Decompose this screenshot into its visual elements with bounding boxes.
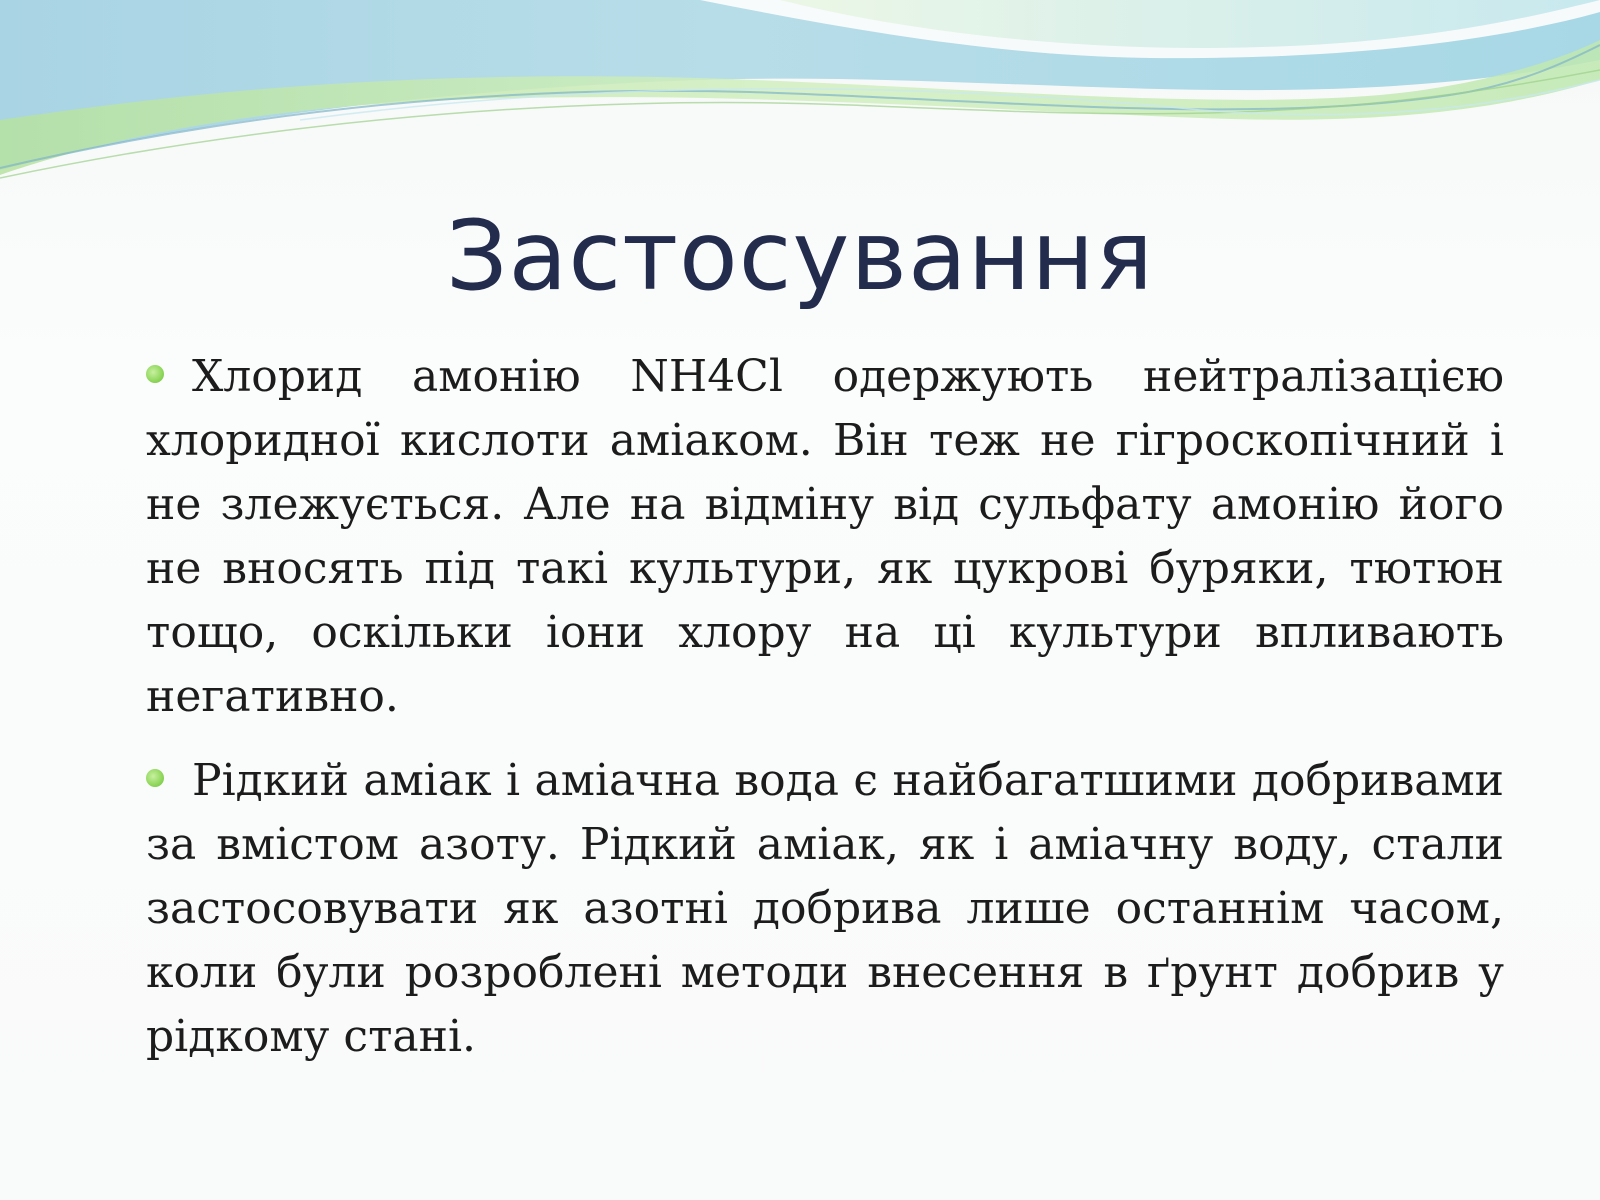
bullet-list bbox=[146, 345, 1504, 1089]
bullet-dot-icon bbox=[146, 365, 164, 383]
bullet-item bbox=[146, 345, 1504, 729]
bullet-dot-icon bbox=[146, 769, 164, 787]
bullet-text: Хлорид амонію NH4Cl одержують нейтралізацією хлоридної кислоти аміаком. Він теж не гігроскопічний і не злежується. Але на відміну від сульфату амонію його не вносять під такі культури, як цукрові буряки, тютюн тощо, оскільки іони хлору на ці культури впливають негативно. bbox=[146, 351, 1504, 722]
wave-decoration bbox=[0, 0, 1600, 190]
bullet-text: Рідкий аміак і аміачна вода є найбагатшими добривами за вмістом азоту. Рідкий аміак, як і аміачну воду, стали застосовувати як азотні добрива лише останнім часом, коли були розроблені методи внесення в ґрунт добрив у рідкому стані. bbox=[146, 755, 1504, 1062]
slide-title: Застосування bbox=[445, 200, 1155, 312]
bullet-item bbox=[146, 749, 1504, 1069]
